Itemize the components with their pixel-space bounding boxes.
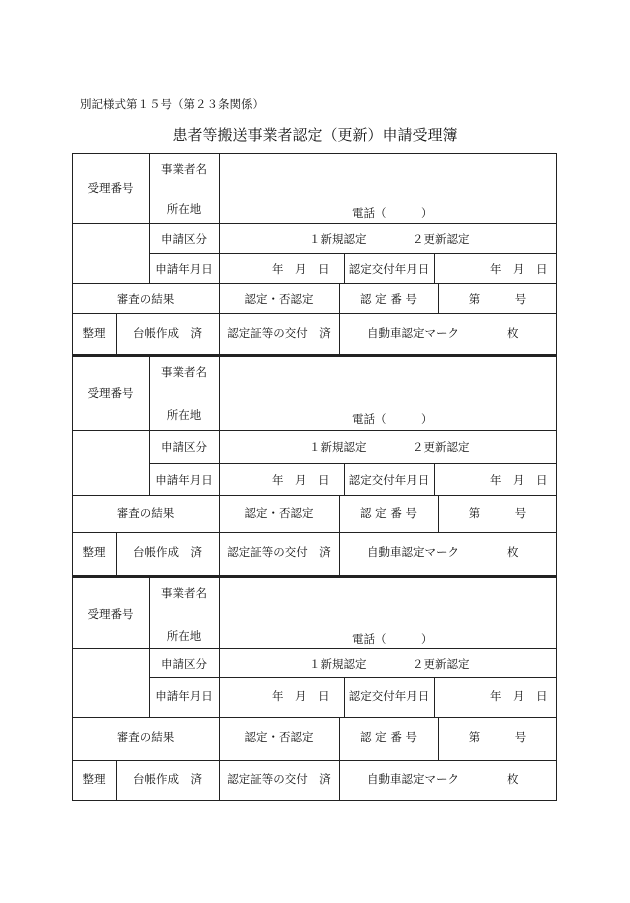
vehicle-mark-count[interactable]: 枚 xyxy=(507,544,519,559)
cert-issue-date-field[interactable]: 年 月 日 xyxy=(490,472,548,487)
exam-result-label: 審査の結果 xyxy=(116,729,175,744)
row-divider xyxy=(149,463,557,464)
option-new-checkbox[interactable]: １新規認定 xyxy=(309,232,367,246)
arrangement-label: 整理 xyxy=(82,772,106,786)
row-divider xyxy=(72,532,557,533)
option-new-checkbox[interactable]: １新規認定 xyxy=(309,656,367,671)
address-label: 所在地 xyxy=(166,408,202,423)
cert-issue-date-field[interactable]: 年 月 日 xyxy=(490,262,548,276)
register-entry-1 xyxy=(72,153,557,355)
phone-label: 電話（ ） xyxy=(352,206,433,220)
cert-issue-date-label: 認定交付年月日 xyxy=(348,472,430,487)
col-divider xyxy=(339,532,340,575)
approve-reject-option[interactable]: 認定・否認定 xyxy=(244,729,314,744)
row-divider xyxy=(72,223,557,224)
application-date-label: 申請年月日 xyxy=(155,262,213,276)
ledger-done-check[interactable]: 台帳作成 済 xyxy=(133,772,202,786)
application-date-field[interactable]: 年 月 日 xyxy=(272,689,330,703)
receipt-no-label: 受理番号 xyxy=(87,385,134,400)
application-type-label: 申請区分 xyxy=(161,656,207,671)
option-renewal-checkbox[interactable]: ２更新認定 xyxy=(412,656,470,671)
col-divider xyxy=(339,760,340,800)
application-date-field[interactable]: 年 月 日 xyxy=(272,472,330,487)
option-new-checkbox[interactable]: １新規認定 xyxy=(309,439,367,454)
row-divider xyxy=(72,495,557,496)
address-label: 所在地 xyxy=(166,202,202,216)
vehicle-mark-label: 自動車認定マーク xyxy=(367,772,459,786)
register-entry-3 xyxy=(72,576,557,800)
row-divider xyxy=(72,313,557,314)
application-date-field[interactable]: 年 月 日 xyxy=(272,262,330,276)
row-divider xyxy=(72,760,557,761)
ledger-done-check[interactable]: 台帳作成 済 xyxy=(133,544,202,559)
application-date-label: 申請年月日 xyxy=(155,689,213,703)
cert-delivery-done-check[interactable]: 認定証等の交付 済 xyxy=(227,772,331,786)
cert-number-label: 認 定 番 号 xyxy=(360,729,417,744)
business-name-field[interactable] xyxy=(220,355,556,405)
row-divider xyxy=(72,717,557,718)
row-divider xyxy=(72,283,557,284)
vehicle-mark-count[interactable]: 枚 xyxy=(507,325,519,340)
cert-issue-date-label: 認定交付年月日 xyxy=(348,262,430,276)
col-divider xyxy=(434,677,435,717)
cert-number-label: 認 定 番 号 xyxy=(360,506,417,521)
option-renewal-checkbox[interactable]: ２更新認定 xyxy=(412,439,470,454)
approve-reject-option[interactable]: 認定・否認定 xyxy=(244,506,314,521)
cert-number-label: 認 定 番 号 xyxy=(360,292,417,306)
receipt-no-label: 受理番号 xyxy=(87,606,134,621)
approve-reject-option[interactable]: 認定・否認定 xyxy=(244,292,314,306)
business-name-label: 事業者名 xyxy=(161,585,207,600)
receipt-no-label: 受理番号 xyxy=(87,181,134,195)
row-divider xyxy=(72,430,557,431)
business-name-label: 事業者名 xyxy=(161,364,207,379)
cert-issue-date-field[interactable]: 年 月 日 xyxy=(490,689,548,703)
row-divider xyxy=(149,253,557,254)
option-renewal-checkbox[interactable]: ２更新認定 xyxy=(412,232,470,246)
phone-label: 電話（ ） xyxy=(352,632,433,647)
vehicle-mark-label: 自動車認定マーク xyxy=(367,325,459,340)
col-divider xyxy=(434,253,435,283)
vehicle-mark-count[interactable]: 枚 xyxy=(507,772,519,786)
form-code: 別記様式第１５号（第２３条関係） xyxy=(80,97,264,111)
phone-label: 電話（ ） xyxy=(352,412,433,427)
arrangement-label: 整理 xyxy=(82,325,106,340)
cert-number-field[interactable]: 第 号 xyxy=(468,506,527,521)
row-divider xyxy=(149,677,557,678)
application-date-label: 申請年月日 xyxy=(155,472,213,487)
business-name-field[interactable] xyxy=(220,576,556,626)
business-name-label: 事業者名 xyxy=(161,162,207,176)
cert-number-field[interactable]: 第 号 xyxy=(468,729,527,744)
col-divider xyxy=(339,313,340,355)
address-label: 所在地 xyxy=(166,628,202,643)
exam-result-label: 審査の結果 xyxy=(116,506,175,521)
application-type-label: 申請区分 xyxy=(161,232,207,246)
page-title: 患者等搬送事業者認定（更新）申請受理簿 xyxy=(172,126,458,144)
ledger-done-check[interactable]: 台帳作成 済 xyxy=(133,325,202,340)
row-divider xyxy=(72,648,557,649)
arrangement-label: 整理 xyxy=(82,544,106,559)
application-type-label: 申請区分 xyxy=(161,439,207,454)
cert-delivery-done-check[interactable]: 認定証等の交付 済 xyxy=(227,544,331,559)
col-divider xyxy=(434,463,435,495)
cert-number-field[interactable]: 第 号 xyxy=(468,292,527,306)
business-name-field[interactable] xyxy=(220,153,556,199)
cert-issue-date-label: 認定交付年月日 xyxy=(348,689,430,703)
cert-delivery-done-check[interactable]: 認定証等の交付 済 xyxy=(227,325,331,340)
exam-result-label: 審査の結果 xyxy=(116,292,175,306)
vehicle-mark-label: 自動車認定マーク xyxy=(367,544,459,559)
register-entry-2 xyxy=(72,355,557,575)
